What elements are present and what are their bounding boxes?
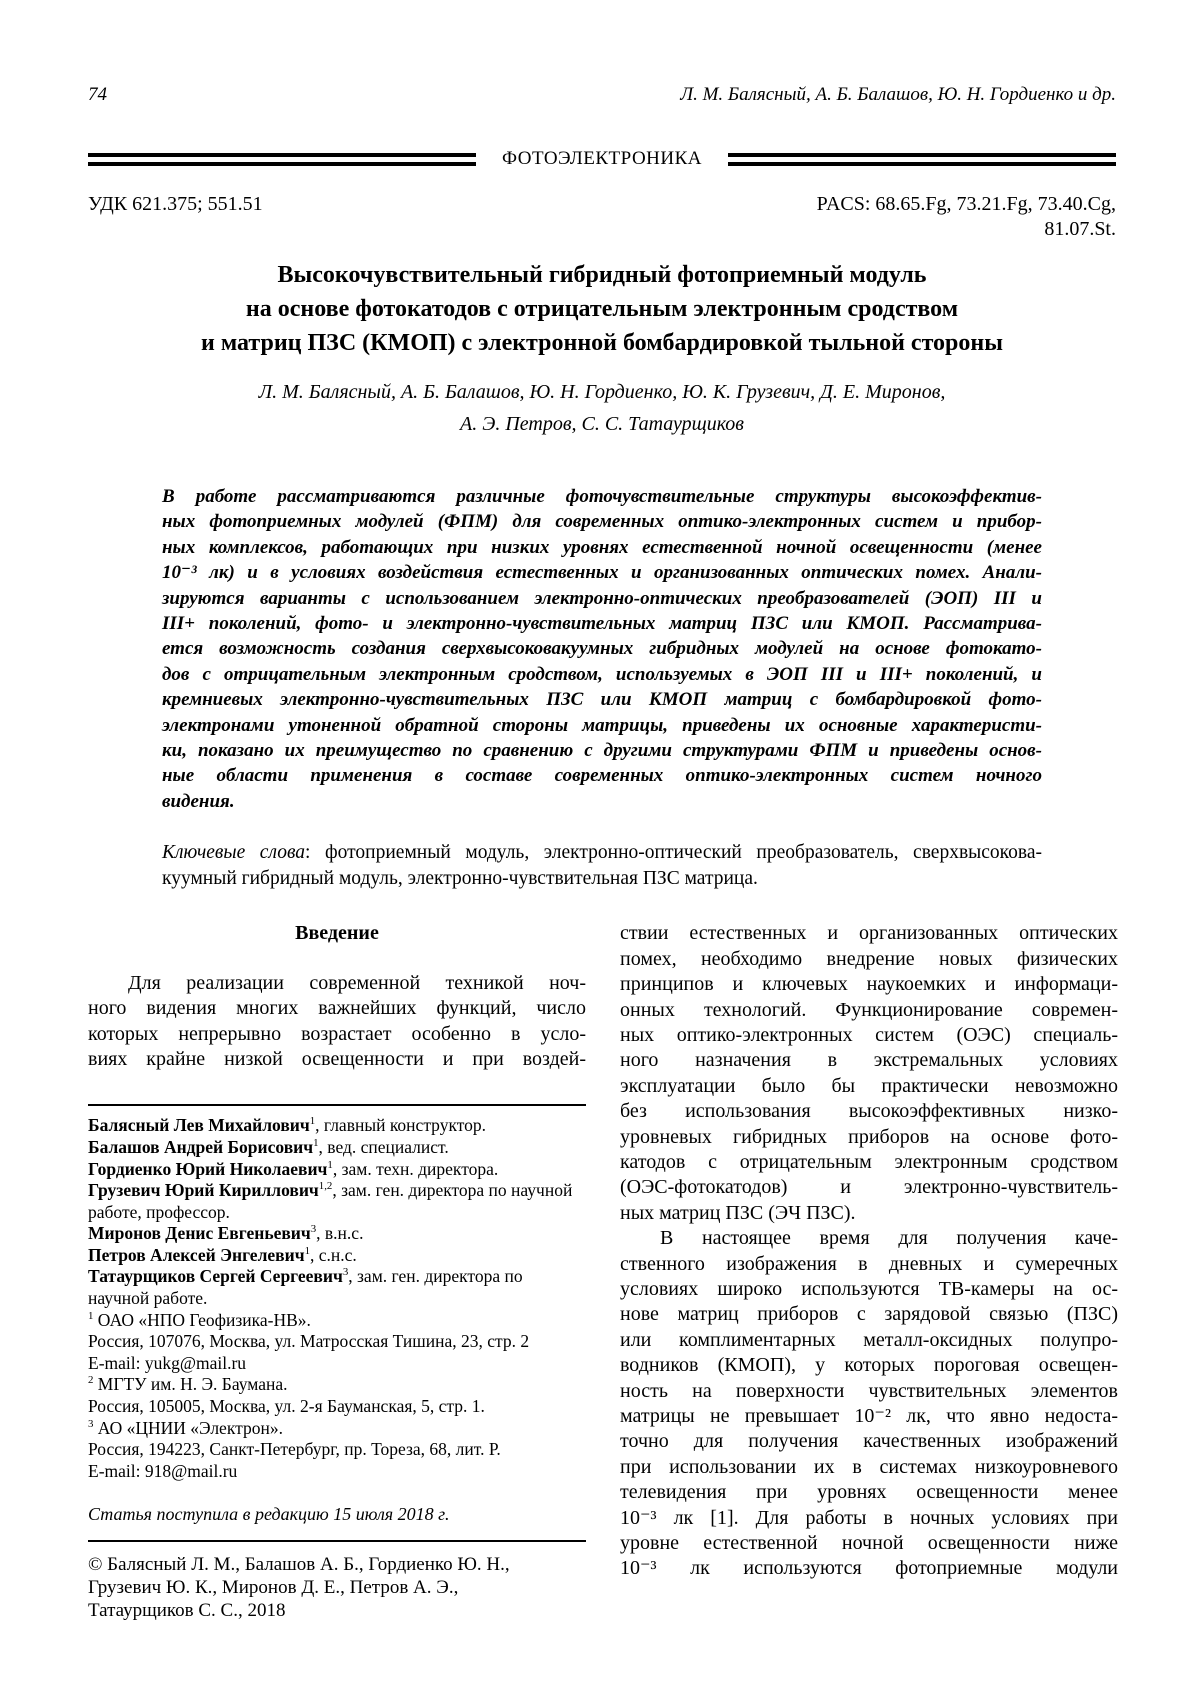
abstract-line: ется возможность создания сверхвысоковакуумных гибридных модулей на основе фотокато- bbox=[162, 638, 1042, 660]
abstract-line: ных комплексов, работающих при низких уровнях естественной ночной освещенности (менее bbox=[162, 536, 1042, 558]
affiliation-line bbox=[88, 1461, 586, 1483]
affiliation-line bbox=[88, 1331, 586, 1353]
footnote-author-role: , главный конструктор. bbox=[315, 1115, 487, 1136]
body-text-line: телевидения при уровнях освещенности менее bbox=[620, 1481, 1118, 1504]
abstract-line: зируются варианты с использованием электронно-оптических преобразователей (ЭОП) III и bbox=[162, 587, 1042, 609]
abstract-line: 10⁻³ лк) и в условиях воздействия естественных и организованных оптических помех. Анали- bbox=[162, 562, 1042, 584]
page-number: 74 bbox=[88, 84, 107, 105]
article-title bbox=[88, 258, 1116, 360]
footnote-author-name: Петров Алексей Энгелевич bbox=[88, 1244, 305, 1265]
footnote-author-name: Грузевич Юрий Кириллович bbox=[88, 1180, 319, 1201]
body-columns bbox=[88, 921, 1116, 1622]
body-text-line: которых непрерывно возрастает особенно в усло- bbox=[88, 1022, 586, 1045]
footnote-author-entry bbox=[88, 1245, 586, 1267]
footnote-author-entry bbox=[88, 1115, 586, 1137]
authors-line: Л. М. Балясный, А. Б. Балашов, Ю. Н. Гордиенко, Ю. К. Грузевич, Д. Е. Миронов, bbox=[258, 381, 946, 403]
copyright-line: Татаурщиков С. С., 2018 bbox=[88, 1600, 286, 1621]
footnote-author-entry bbox=[88, 1159, 586, 1181]
body-text-line: ных оптико-электронных систем (ОЭС) специаль- bbox=[620, 1023, 1118, 1046]
footnote-author-role: , вед. специалист. bbox=[318, 1136, 449, 1157]
body-text-line: эксплуатации было бы практически невозможно bbox=[620, 1074, 1118, 1097]
affiliation-text: E-mail: 918@mail.ru bbox=[88, 1460, 238, 1481]
abstract-line: ных фотоприемных модулей (ФПМ) для современных оптико-электронных систем и прибор- bbox=[162, 511, 1042, 533]
abstract-line: кремниевых электронно-чувствительных ПЗС или КМОП матриц с бомбардировкой фото- bbox=[162, 689, 1042, 711]
footnote-author-name: Балясный Лев Михайлович bbox=[88, 1115, 310, 1136]
banner-rule-left bbox=[88, 153, 476, 166]
footnote-marker: 1 bbox=[88, 1309, 94, 1322]
footnote-author-entry bbox=[88, 1223, 586, 1245]
affiliation-text: МГТУ им. Н. Э. Баумана. bbox=[93, 1374, 288, 1395]
body-text-line: ность на поверхности чувствительных элементов bbox=[620, 1379, 1118, 1402]
udk-code: УДК 621.375; 551.51 bbox=[88, 193, 263, 215]
affiliation-text: АО «ЦНИИ «Электрон». bbox=[93, 1417, 283, 1438]
body-text-line: нове матриц приборов с зарядовой связью (ПЗС) bbox=[620, 1303, 1118, 1326]
body-text-line: принципов и ключевых наукоемких и информаци- bbox=[620, 973, 1118, 996]
abstract-line: В работе рассматриваются различные фоточувствительные структуры высокоэффектив- bbox=[162, 486, 1042, 507]
footnote-author-entry bbox=[88, 1180, 586, 1223]
body-text-line: 10⁻³ лк [1]. Для работы в ночных условиях при bbox=[620, 1506, 1118, 1529]
body-text-line: В настоящее время для получения каче- bbox=[660, 1227, 1118, 1250]
footnote-author-name: Миронов Денис Евгеньевич bbox=[88, 1223, 311, 1244]
pacs-code bbox=[817, 192, 1116, 242]
copyright-line: Грузевич Ю. К., Миронов Д. Е., Петров А. Э., bbox=[88, 1577, 459, 1598]
banner-rule-right bbox=[728, 153, 1116, 166]
title-line: Высокочувствительный гибридный фотоприемный модуль bbox=[277, 262, 927, 288]
body-text-line: уровневых гибридных приборов на основе фото- bbox=[620, 1125, 1118, 1148]
footnote-marker: 1 bbox=[309, 1115, 316, 1128]
footnote-block bbox=[88, 1104, 586, 1622]
affiliation-line bbox=[88, 1396, 586, 1418]
abstract-line: III+ поколений, фото- и электронно-чувствительных матриц ПЗС или КМОП. Рассматрива- bbox=[162, 613, 1042, 635]
column-left bbox=[88, 921, 586, 1622]
body-text-line: ственного изображения в дневных и сумеречных bbox=[620, 1252, 1118, 1275]
footnote-marker: 1 bbox=[304, 1245, 310, 1258]
footnote-author-role: , зам. ген. директора по научной работе, профессор. bbox=[88, 1180, 573, 1222]
abstract-line: видения. bbox=[162, 790, 235, 812]
footnote-author-name: Балашов Андрей Борисович bbox=[88, 1136, 314, 1157]
body-text-line: катодов с отрицательным электронным сродством bbox=[620, 1150, 1118, 1173]
body-text-line: или комплиментарных металл-оксидных полупро- bbox=[620, 1328, 1118, 1351]
keywords-line: куумный гибридный модуль, электронно-чувствительная ПЗС матрица. bbox=[162, 867, 758, 889]
keywords-line bbox=[162, 840, 1042, 866]
footnote-author-entry bbox=[88, 1266, 586, 1309]
column-right bbox=[620, 921, 1118, 1622]
author-list bbox=[88, 376, 1116, 440]
copyright-rule bbox=[88, 1540, 586, 1542]
abstract-line: электронами утоненной обратной стороны матрицы, приведены их основные характеристи- bbox=[162, 714, 1042, 736]
abstract-line: ные области применения в составе современных оптико-электронных систем ночного bbox=[162, 765, 1042, 787]
affiliation-text: ОАО «НПО Геофизика-НВ». bbox=[93, 1309, 311, 1330]
footnote-author-role: , с.н.с. bbox=[309, 1244, 357, 1265]
body-text-line: уровне естественной ночной освещенности ниже bbox=[620, 1532, 1118, 1555]
copyright-notice bbox=[88, 1553, 586, 1622]
footnote-marker: 3 bbox=[88, 1417, 94, 1430]
affiliation-text: Россия, 107076, Москва, ул. Матросская Тишина, 23, стр. 2 bbox=[88, 1331, 530, 1352]
pacs-line: 81.07.St. bbox=[1044, 218, 1116, 240]
affiliation-line bbox=[88, 1439, 586, 1461]
footnote-author-role: , зам. ген. директора по научной работе. bbox=[88, 1266, 523, 1309]
meta-row bbox=[88, 192, 1116, 242]
footnote-author-entry bbox=[88, 1137, 586, 1159]
body-text-line: ного назначения в экстремальных условиях bbox=[620, 1049, 1118, 1072]
footnote-rule bbox=[88, 1104, 586, 1106]
body-text-line: 10⁻³ лк используются фотоприемные модули bbox=[620, 1557, 1118, 1580]
footnote-marker: 1,2 bbox=[318, 1180, 333, 1193]
running-head-authors: Л. М. Балясный, А. Б. Балашов, Ю. Н. Гордиенко и др. bbox=[680, 84, 1116, 105]
banner-label: ФОТОЭЛЕКТРОНИКА bbox=[502, 148, 703, 169]
footnote-marker: 3 bbox=[342, 1266, 349, 1279]
body-text-line: помех, необходимо внедрение новых физических bbox=[620, 947, 1118, 970]
body-text-line: (ОЭС-фотокатодов) и электронно-чувствитель- bbox=[620, 1176, 1118, 1199]
footnote-marker: 1 bbox=[327, 1158, 333, 1171]
intro-heading: Введение bbox=[295, 922, 379, 945]
footnote-marker: 1 bbox=[313, 1137, 319, 1150]
title-line: и матриц ПЗС (КМОП) с электронной бомбардировкой тыльной стороны bbox=[201, 330, 1003, 356]
body-text-line: условиях широко используются ТВ-камеры на ос- bbox=[620, 1277, 1118, 1300]
footnote-author-role: , в.н.с. bbox=[316, 1223, 364, 1244]
affiliation-text: Россия, 194223, Санкт-Петербург, пр. Тореза, 68, лит. Р. bbox=[88, 1439, 501, 1460]
affiliation-text: E-mail: yukg@mail.ru bbox=[88, 1352, 247, 1373]
body-text-line: ного видения многих важнейших функций, число bbox=[88, 997, 586, 1020]
body-text-line: без использования высокоэффективных низко- bbox=[620, 1100, 1118, 1123]
affiliation-line bbox=[88, 1310, 586, 1332]
section-banner bbox=[88, 148, 1116, 170]
abstract bbox=[162, 484, 1042, 814]
body-text-line: ных матриц ПЗС (ЭЧ ПЗС). bbox=[620, 1201, 856, 1224]
footnote-author-role: , зам. техн. директора. bbox=[332, 1158, 499, 1179]
running-head bbox=[88, 84, 1116, 106]
body-text-line: онных технологий. Функционирование современ- bbox=[620, 998, 1118, 1021]
footnote-author-name: Татаурщиков Сергей Сергеевич bbox=[88, 1266, 343, 1287]
body-text-line: виях крайне низкой освещенности и при воздей- bbox=[88, 1047, 586, 1070]
title-line: на основе фотокатодов с отрицательным электронным сродством bbox=[245, 296, 959, 322]
body-text-line: Для реализации современной техникой ноч- bbox=[128, 971, 586, 994]
pacs-line: PACS: 68.65.Fg, 73.21.Fg, 73.40.Cg, bbox=[816, 193, 1116, 215]
copyright-line: © Балясный Л. М., Балашов А. Б., Гордиенко Ю. Н., bbox=[88, 1554, 510, 1575]
affiliation-line bbox=[88, 1418, 586, 1440]
body-text-line: точно для получения качественных изображений bbox=[620, 1430, 1118, 1453]
keywords-label: Ключевые слова bbox=[162, 842, 306, 864]
keywords-text: : фотоприемный модуль, электронно-оптический преобразователь, сверхвысокова- bbox=[305, 842, 1042, 864]
body-text-line: ствии естественных и организованных оптических bbox=[620, 922, 1118, 945]
abstract-line: ки, показано их преимущество по сравнению с другими структурами ФПМ и приведены основ- bbox=[162, 740, 1042, 762]
authors-line: А. Э. Петров, С. С. Татаурщиков bbox=[460, 413, 744, 435]
footnote-marker: 2 bbox=[88, 1374, 94, 1387]
keywords bbox=[162, 840, 1042, 891]
body-text-line: матрицы не превышает 10⁻² лк, что явно недоста- bbox=[620, 1405, 1118, 1427]
affiliation-line bbox=[88, 1353, 586, 1375]
affiliation-text: Россия, 105005, Москва, ул. 2-я Бауманская, 5, стр. 1. bbox=[88, 1396, 485, 1417]
footnote-marker: 3 bbox=[310, 1223, 317, 1236]
abstract-line: дов с отрицательным электронным сродством, используемых в ЭОП III и III+ поколений, и bbox=[162, 663, 1042, 685]
affiliation-line bbox=[88, 1374, 586, 1396]
received-note: Статья поступила в редакцию 15 июля 2018 г. bbox=[88, 1504, 450, 1525]
body-text-line: водников (КМОП), у которых пороговая освещен- bbox=[620, 1354, 1118, 1377]
footnote-author-name: Гордиенко Юрий Николаевич bbox=[88, 1158, 328, 1179]
body-text-line: при использовании их в системах низкоуровневого bbox=[620, 1455, 1118, 1478]
